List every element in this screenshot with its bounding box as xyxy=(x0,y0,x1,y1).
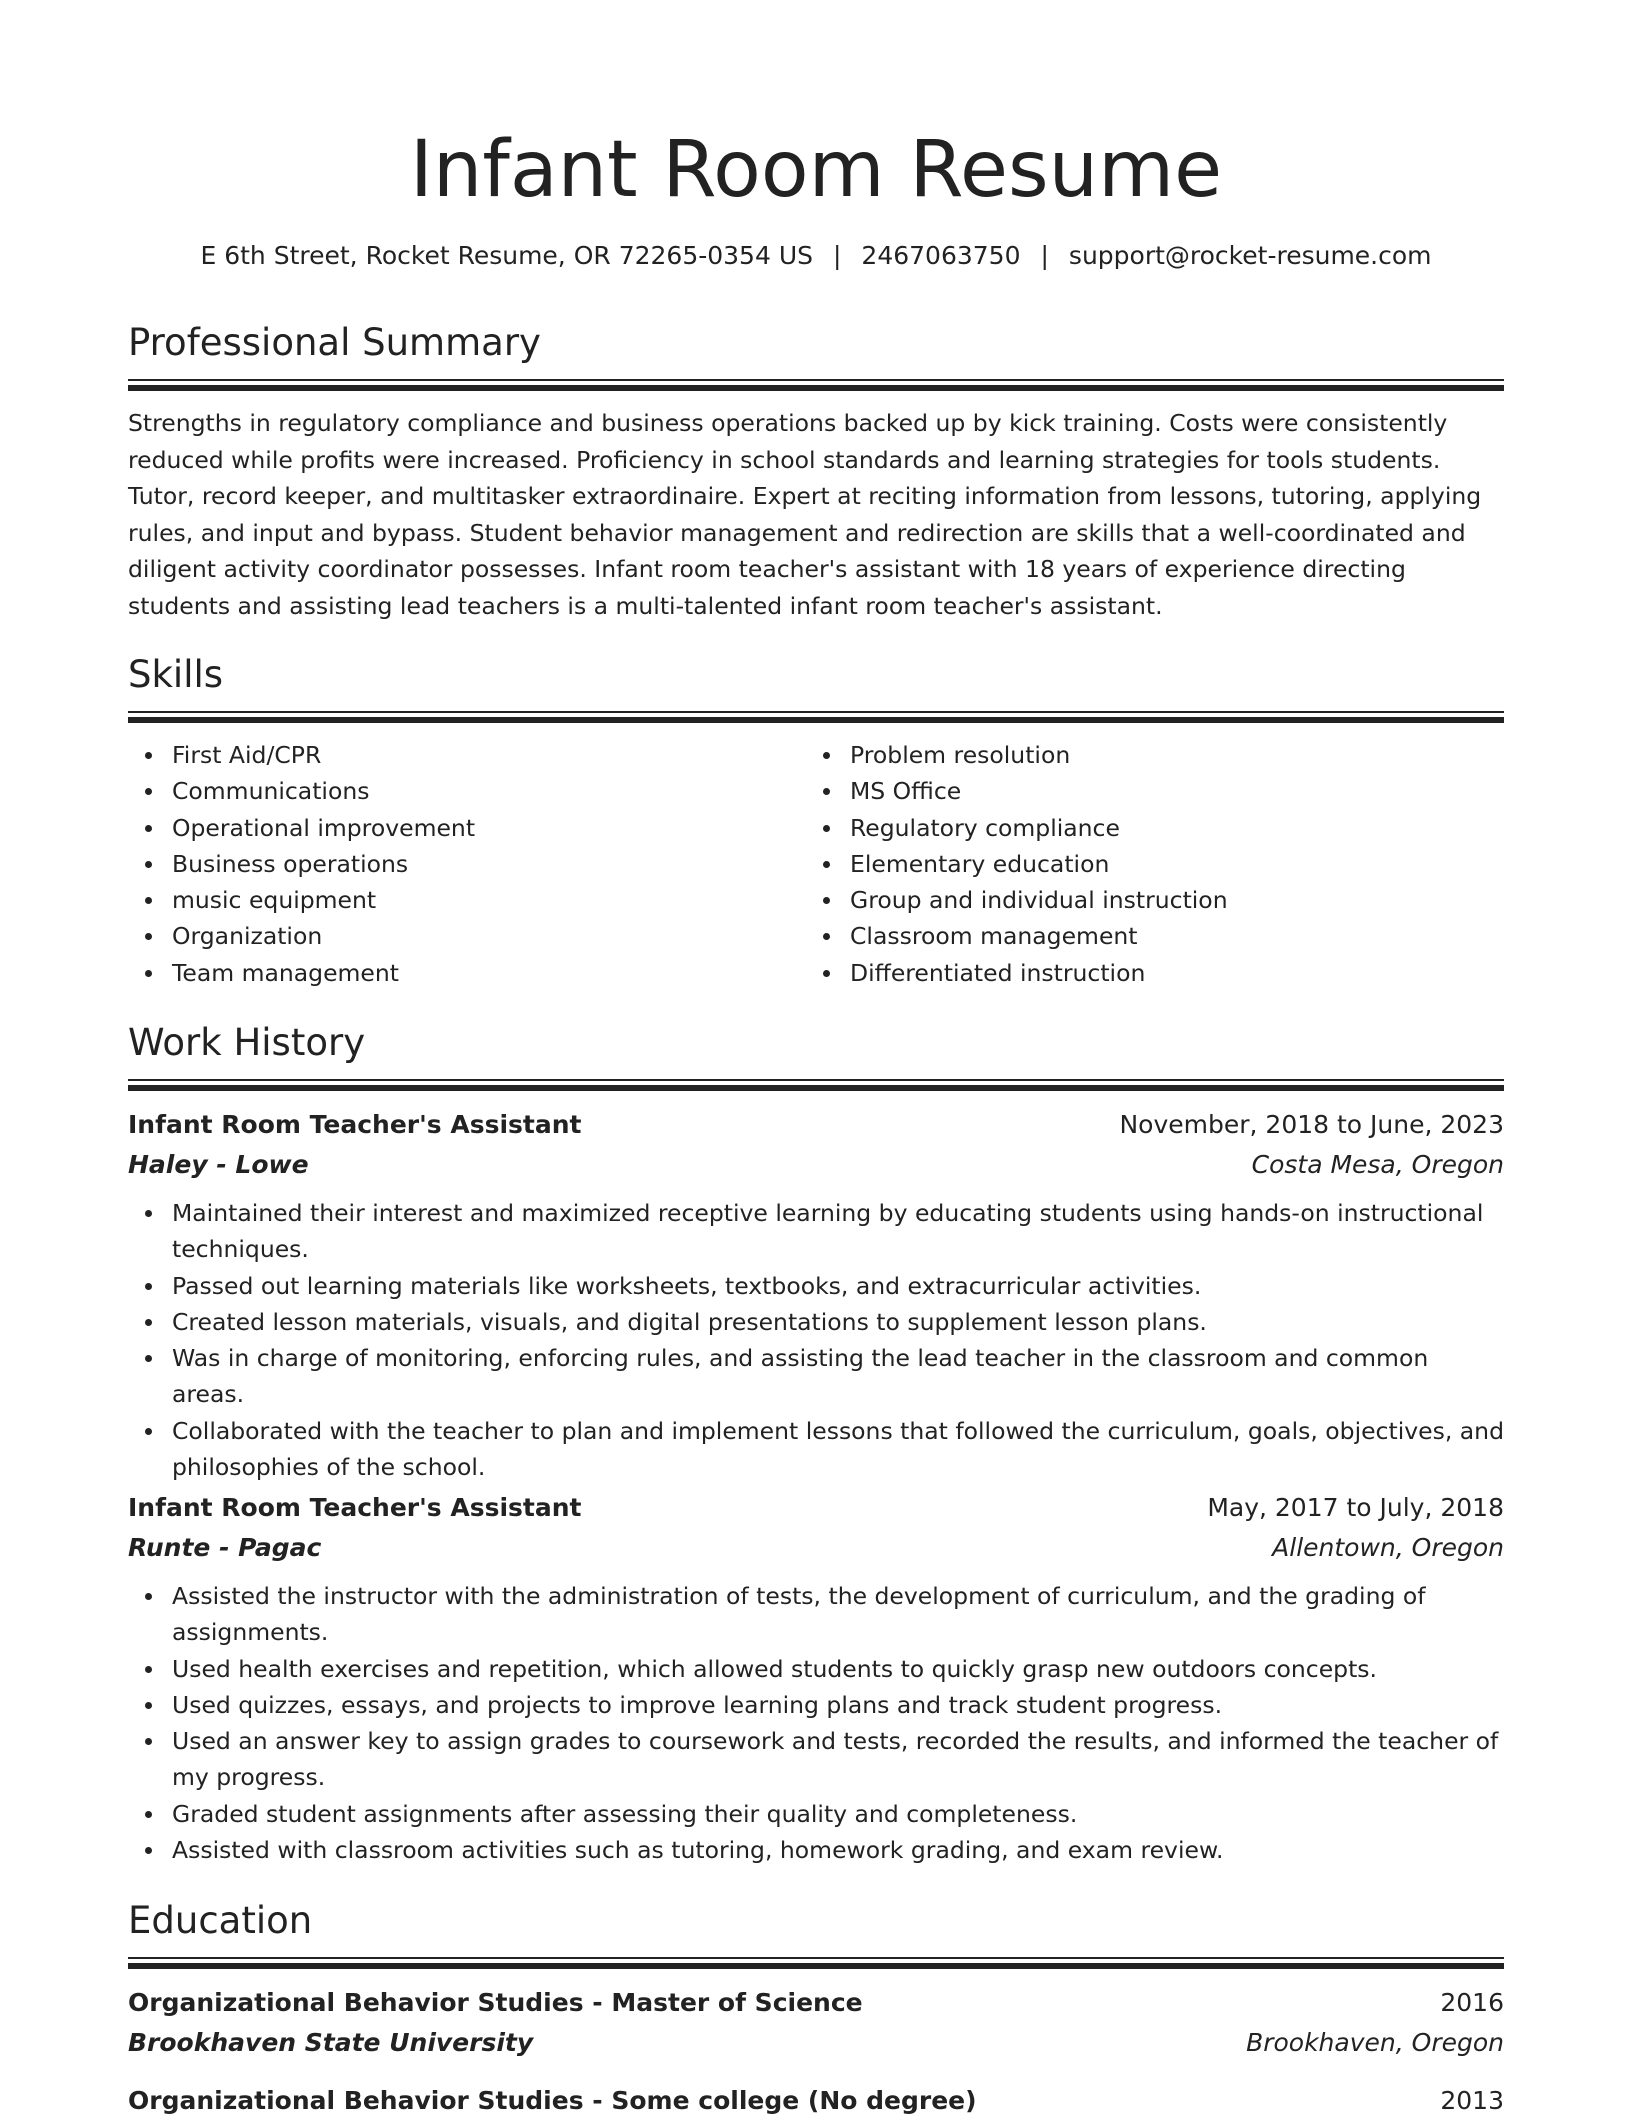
education-year: 2016 xyxy=(1440,1988,1504,2017)
job-bullet: Used quizzes, essays, and projects to improve learning plans and track student progress. xyxy=(172,1687,1504,1723)
resume-title: Infant Room Resume xyxy=(409,125,1223,215)
summary-heading: Professional Summary xyxy=(128,321,541,364)
job-bullet: Assisted the instructor with the administration of tests, the development of curriculum, and the grading of assignments. xyxy=(172,1578,1504,1651)
skill-item: MS Office xyxy=(850,773,1484,809)
education-header-row xyxy=(128,1983,1504,2023)
contact-separator: | xyxy=(832,241,842,270)
job-bullet: Graded student assignments after assessing their quality and completeness. xyxy=(172,1796,1504,1832)
job-bullet: Collaborated with the teacher to plan and implement lessons that followed the curriculum, goals, objectives, and philosophies of the school. xyxy=(172,1413,1504,1486)
job-dates: November, 2018 to June, 2023 xyxy=(1119,1110,1504,1139)
skill-item: Classroom management xyxy=(850,918,1484,954)
education-degree: Organizational Behavior Studies - Master of Science xyxy=(128,1988,863,2017)
skill-item: Business operations xyxy=(172,846,806,882)
section-divider xyxy=(128,1079,1504,1091)
summary-text: Strengths in regulatory compliance and business operations backed up by kick training. Costs were consistently reduced while profits were increased. Proficiency in school standards and learning strategies for tools students. Tutor, record keeper, and multitasker extraordinaire. Expert at reciting information from lessons, tutoring, applying rules, and input and bypass. Student behavior management and redirection are skills that a well-coordinated and diligent activity coordinator possesses. Infant room teacher's assistant with 18 years of experience directing students and assisting lead teachers is a multi-talented infant room teacher's assistant. xyxy=(128,409,1482,620)
education-school: Brookhaven State University xyxy=(128,2028,534,2057)
job-location: Costa Mesa, Oregon xyxy=(1251,1150,1504,1179)
education-school-row xyxy=(128,2023,1504,2063)
job-location: Allentown, Oregon xyxy=(1272,1533,1504,1562)
job-entry-2 xyxy=(128,1488,1504,1868)
job-bullet: Was in charge of monitoring, enforcing rules, and assisting the lead teacher in the classroom and common areas. xyxy=(172,1340,1504,1413)
contact-separator: | xyxy=(1040,241,1049,270)
section-divider xyxy=(128,379,1504,391)
skill-item: Differentiated instruction xyxy=(850,955,1484,991)
job-bullets xyxy=(128,1578,1504,1868)
contact-phone: 2467063750 xyxy=(861,241,1021,270)
skills-columns xyxy=(128,737,1504,991)
skill-item: Regulatory compliance xyxy=(850,810,1484,846)
skill-item: music equipment xyxy=(172,882,806,918)
skill-item: Team management xyxy=(172,955,806,991)
skill-item: Communications xyxy=(172,773,806,809)
job-bullet: Assisted with classroom activities such as tutoring, homework grading, and exam review. xyxy=(172,1832,1504,1868)
summary-section xyxy=(128,318,1504,624)
job-bullets xyxy=(128,1195,1504,1485)
education-degree: Organizational Behavior Studies - Some college (No degree) xyxy=(128,2086,977,2115)
work-section xyxy=(128,1018,1504,1485)
education-year: 2013 xyxy=(1440,2086,1504,2115)
job-bullet: Used health exercises and repetition, which allowed students to quickly grasp new outdoors concepts. xyxy=(172,1651,1504,1687)
education-section xyxy=(128,1896,1504,2121)
job-title: Infant Room Teacher's Assistant xyxy=(128,1493,582,1522)
job-company-row xyxy=(128,1528,1504,1568)
skills-list-right xyxy=(806,737,1484,991)
education-header-row xyxy=(128,2081,1504,2121)
skill-item: Group and individual instruction xyxy=(850,882,1484,918)
contact-address: E 6th Street, Rocket Resume, OR 72265-0354 US xyxy=(200,241,813,270)
skill-item: Elementary education xyxy=(850,846,1484,882)
education-entry xyxy=(128,2081,1504,2121)
work-heading: Work History xyxy=(128,1021,366,1064)
skill-item: Organization xyxy=(172,918,806,954)
job-bullet: Created lesson materials, visuals, and digital presentations to supplement lesson plans. xyxy=(172,1304,1504,1340)
skill-item: Problem resolution xyxy=(850,737,1484,773)
section-divider xyxy=(128,1957,1504,1969)
job-bullet: Passed out learning materials like worksheets, textbooks, and extracurricular activities. xyxy=(172,1268,1504,1304)
contact-line xyxy=(128,238,1504,274)
skills-list-left xyxy=(128,737,806,991)
job-company-row xyxy=(128,1145,1504,1185)
job-company: Haley - Lowe xyxy=(128,1150,309,1179)
job-title: Infant Room Teacher's Assistant xyxy=(128,1110,582,1139)
job-entry xyxy=(128,1105,1504,1485)
section-divider xyxy=(128,711,1504,723)
skill-item: First Aid/CPR xyxy=(172,737,806,773)
job-bullet: Maintained their interest and maximized receptive learning by educating students using hands-on instructional techniques. xyxy=(172,1195,1504,1268)
skills-heading: Skills xyxy=(128,653,224,696)
education-heading: Education xyxy=(128,1899,313,1942)
education-entry xyxy=(128,1983,1504,2063)
job-company: Runte - Pagac xyxy=(128,1533,322,1562)
job-dates: May, 2017 to July, 2018 xyxy=(1207,1493,1504,1522)
education-location: Brookhaven, Oregon xyxy=(1246,2028,1504,2057)
skill-item: Operational improvement xyxy=(172,810,806,846)
job-bullet: Used an answer key to assign grades to coursework and tests, recorded the results, and informed the teacher of my progress. xyxy=(172,1723,1504,1796)
skills-section xyxy=(128,650,1504,991)
contact-email: support@rocket-resume.com xyxy=(1068,241,1432,270)
job-header-row xyxy=(128,1105,1504,1145)
job-header-row xyxy=(128,1488,1504,1528)
